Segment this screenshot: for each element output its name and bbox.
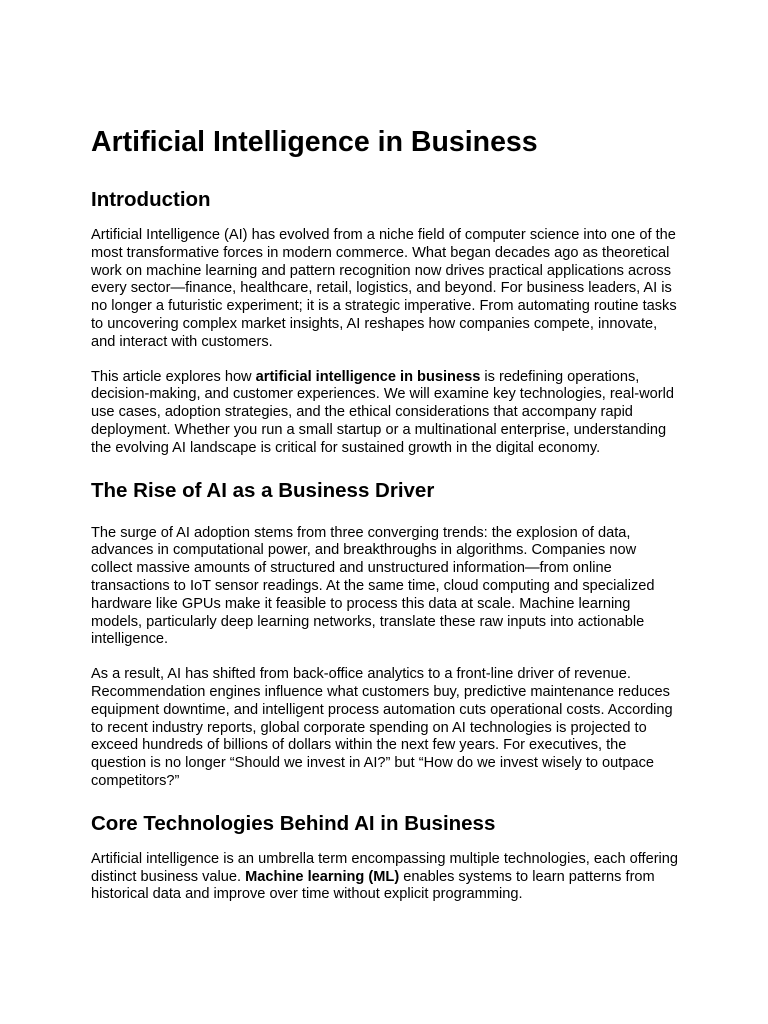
intro-paragraph-2-text-start: This article explores how — [91, 368, 256, 385]
core-paragraph-1-bold: Machine learning (ML) — [245, 868, 400, 885]
section-heading-core-technologies: Core Technologies Behind AI in Business — [91, 811, 496, 835]
intro-paragraph-2-bold: artificial intelligence in business — [255, 368, 481, 385]
intro-paragraph-2 — [91, 369, 680, 458]
rise-paragraph-2: As a result, AI has shifted from back-office analytics to a front-line driver of revenue. Recommendation engines influence what customers buy, predictive maintenance reduces equipment downtime, and intelligent process automation cuts operational costs. According to recent industry reports, global corporate spending on AI technologies is projected to exceed hundreds of billions of dollars within the next few years. For executives, the question is no longer “Should we invest in AI?” but “How do we invest wisely to outpace competitors?” — [91, 666, 673, 789]
rise-paragraph-1: The surge of AI adoption stems from three converging trends: the explosion of data, advances in computational power, and breakthroughs in algorithms. Companies now collect massive amounts of structured and unstructured information—from online transactions to IoT sensor readings. At the same time, cloud computing and specialized hardware like GPUs make it feasible to process this data at scale. Machine learning models, particularly deep learning networks, translate these raw inputs into actionable intelligence. — [91, 524, 655, 648]
core-paragraph-1 — [91, 851, 680, 904]
document-title: Artificial Intelligence in Business — [91, 126, 538, 158]
intro-paragraph-2-text-end: is redefining operations, decision-making, and customer experiences. We will examine key technologies, real-world use cases, adoption strategies, and the ethical considerations that accompany rapid deployment. Whether you run a small startup or a multinational enterprise, understanding the evolving AI landscape is critical for sustained growth in the digital economy. — [91, 368, 674, 456]
section-heading-rise: The Rise of AI as a Business Driver — [91, 478, 435, 502]
core-paragraph-1-text-end: enables systems to learn patterns from historical data and improve over time without explicit programming. — [91, 868, 655, 903]
section-heading-introduction: Introduction — [91, 188, 211, 211]
core-paragraph-1-text-start: Artificial intelligence is an umbrella term encompassing multiple technologies, each offering distinct business value. — [91, 850, 679, 885]
intro-paragraph-1: Artificial Intelligence (AI) has evolved from a niche field of computer science into one of the most transformative forces in modern commerce. What began decades ago as theoretical work on machine learning and pattern recognition now drives practical applications across every sector—finance, healthcare, retail, logistics, and beyond. For business leaders, AI is no longer a futuristic experiment; it is a strategic imperative. From automating routine tasks to uncovering complex market insights, AI reshapes how companies compete, innovate, and interact with customers. — [91, 227, 677, 350]
